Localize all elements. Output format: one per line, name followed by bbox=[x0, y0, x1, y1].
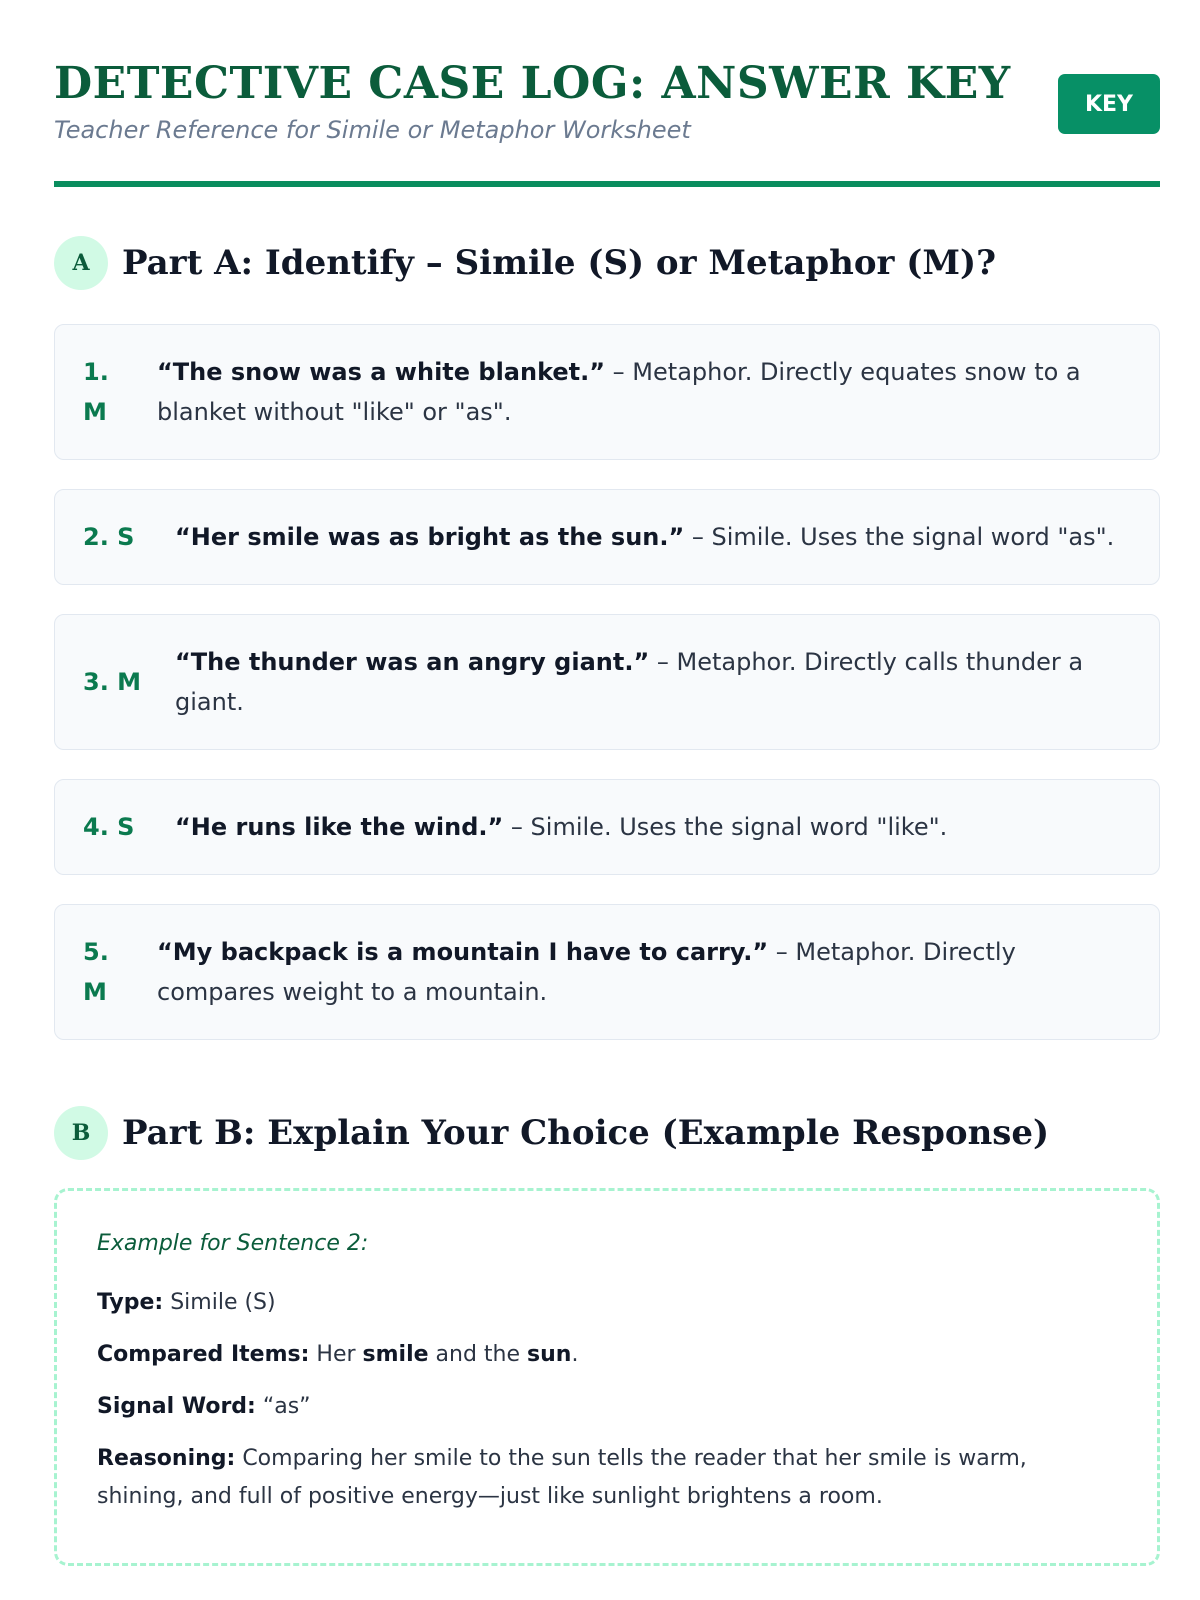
answer-explanation: – Metaphor. Directly calls thunder a giant. bbox=[175, 648, 1084, 716]
page-header bbox=[54, 56, 1160, 144]
answer-text bbox=[157, 932, 1127, 1012]
example-response-box bbox=[54, 1188, 1160, 1566]
compared-mid: and the bbox=[428, 1342, 528, 1367]
page-subtitle: Teacher Reference for Simile or Metaphor Worksheet bbox=[54, 116, 691, 144]
answer-item-4 bbox=[54, 779, 1160, 875]
compared-items-line bbox=[97, 1336, 1117, 1374]
answer-text bbox=[175, 642, 1127, 722]
reasoning-line bbox=[97, 1440, 1117, 1516]
answer-text bbox=[157, 352, 1127, 432]
reasoning-value: Comparing her smile to the sun tells the reader that her smile is warm, shining, and full of positive energy—just like sunlight brightens a room. bbox=[97, 1446, 1027, 1509]
answer-quote: “The thunder was an angry giant.” bbox=[175, 648, 650, 676]
part-a-title: Part A: Identify – Simile (S) or Metaphor (M)? bbox=[122, 243, 997, 283]
answer-explanation: – Simile. Uses the signal word "as". bbox=[684, 523, 1115, 551]
answer-number: 2. S bbox=[83, 523, 135, 551]
compared-pre: Her bbox=[309, 1342, 363, 1367]
answer-item-5 bbox=[54, 904, 1160, 1040]
answer-item-2 bbox=[54, 489, 1160, 585]
answer-explanation: – Simile. Uses the signal word "like". bbox=[503, 813, 948, 841]
answer-number: 4. S bbox=[83, 813, 135, 841]
answer-quote: “Her smile was as bright as the sun.” bbox=[175, 523, 685, 551]
type-line bbox=[97, 1284, 1117, 1322]
example-label: Example for Sentence 2: bbox=[97, 1231, 369, 1256]
compared-label: Compared Items: bbox=[97, 1342, 310, 1367]
type-value: Simile (S) bbox=[163, 1290, 276, 1315]
compared-item-2: sun bbox=[527, 1342, 572, 1367]
answer-number: 1. M bbox=[83, 358, 109, 426]
answer-item-1 bbox=[54, 324, 1160, 460]
signal-word-line bbox=[97, 1388, 1117, 1426]
reasoning-label: Reasoning: bbox=[97, 1446, 236, 1471]
compared-item-1: smile bbox=[362, 1342, 429, 1367]
answer-explanation: – Metaphor. Directly compares weight to a mountain. bbox=[157, 938, 1016, 1006]
page-title: DETECTIVE CASE LOG: ANSWER KEY bbox=[54, 58, 1011, 109]
answer-quote: “He runs like the wind.” bbox=[175, 813, 504, 841]
answer-number: 3. M bbox=[83, 668, 142, 696]
part-b-title: Part B: Explain Your Choice (Example Response) bbox=[122, 1113, 1050, 1153]
answer-explanation: – Metaphor. Directly equates snow to a blanket without "like" or "as". bbox=[157, 358, 1081, 426]
key-badge: KEY bbox=[1058, 74, 1160, 134]
header-divider bbox=[54, 181, 1160, 187]
answer-text bbox=[175, 807, 947, 847]
answer-quote: “The snow was a white blanket.” bbox=[157, 358, 606, 386]
part-a-badge: A bbox=[54, 236, 108, 290]
signal-label: Signal Word: bbox=[97, 1394, 256, 1419]
answer-number: 5. M bbox=[83, 938, 109, 1006]
part-a-heading bbox=[54, 236, 996, 290]
part-b-heading bbox=[54, 1106, 1049, 1160]
answer-item-3 bbox=[54, 614, 1160, 750]
compared-post: . bbox=[571, 1342, 579, 1367]
answer-text bbox=[175, 517, 1114, 557]
type-label: Type: bbox=[97, 1290, 164, 1315]
signal-value: “as” bbox=[255, 1394, 311, 1419]
answer-quote: “My backpack is a mountain I have to carry.” bbox=[157, 938, 769, 966]
part-b-badge: B bbox=[54, 1106, 108, 1160]
